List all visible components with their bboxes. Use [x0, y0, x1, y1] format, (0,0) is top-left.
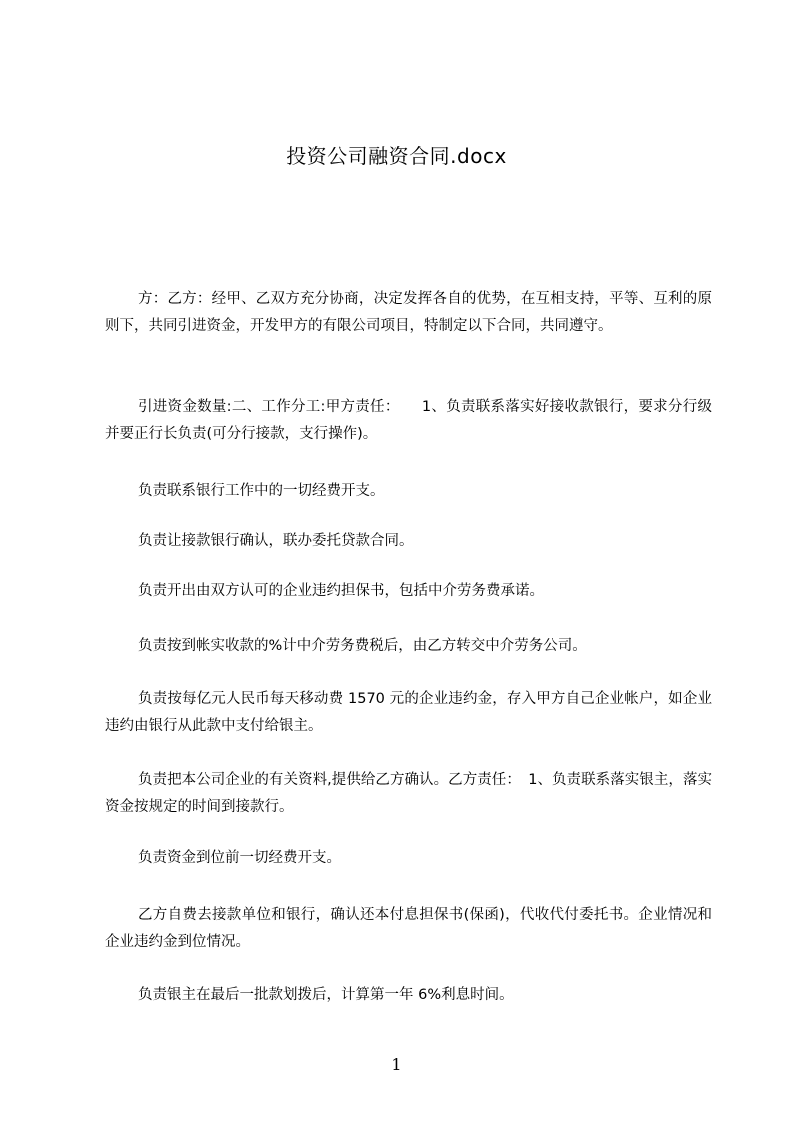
paragraph-10: 乙方自费去接款单位和银行，确认还本付息担保书(保函)，代收代付委托书。企业情况和企业违约金到位情况。 [105, 907, 712, 950]
page-number: 1 [391, 1055, 402, 1074]
paragraph-2: 引进资金数量:二、工作分工:甲方责任： 1、负责联系落实好接收款银行，要求分行级并要正行长负责(可分行接款，支行操作)。 [105, 399, 712, 442]
paragraph-9: 负责资金到位前一切经费开支。 [138, 850, 341, 866]
paragraph-6: 负责按到帐实收款的%计中介劳务费税后，由乙方转交中介劳务公司。 [138, 638, 587, 654]
paragraph-7: 负责按每亿元人民币每天移动费 1570 元的企业违约金，存入甲方自己企业帐户，如企业违约由银行从此款中支付给银主。 [105, 691, 712, 734]
paragraph-4: 负责让接款银行确认，联办委托贷款合同。 [138, 533, 414, 549]
paragraph-11: 负责银主在最后一批款划拨后，计算第一年 6%利息时间。 [138, 987, 514, 1003]
document-title: 投资公司融资合同.docx [286, 144, 507, 168]
paragraph-8: 负责把本公司企业的有关资料,提供给乙方确认。乙方责任： 1、负责联系落实银主，落实资金按规定的时间到接款行。 [105, 772, 712, 815]
paragraph-1: 方：乙方：经甲、乙双方充分协商，决定发挥各自的优势，在互相支持，平等、互利的原则下，共同引进资金，开发甲方的有限公司项目，特制定以下合同，共同遵守。 [105, 291, 712, 334]
paragraph-5: 负责开出由双方认可的企业违约担保书，包括中介劳务费承诺。 [138, 583, 544, 599]
paragraph-3: 负责联系银行工作中的一切经费开支。 [138, 483, 385, 499]
